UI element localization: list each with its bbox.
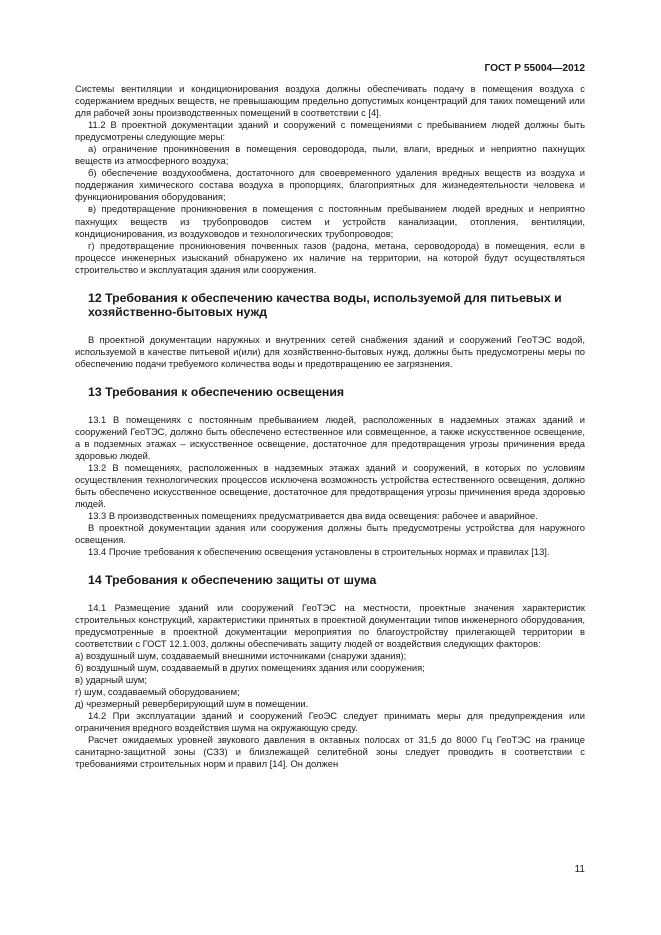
section-13-heading: 13 Требования к обеспечению освещения: [88, 385, 345, 400]
list-item: г) предотвращение проникновения почвенных газов (радона, метана, сероводорода) в помещения, если в процессе инженерных изысканий обнаружено их наличие на территории, на которой будут осуществляться строительство и эксплуатация здания или сооружения.: [75, 239, 585, 275]
list-item: б) воздушный шум, создаваемый в других помещениях здания или сооружения;: [75, 662, 425, 674]
list-item: д) чрезмерный реверберирующий шум в помещении.: [75, 698, 309, 710]
list-item: в) ударный шум;: [75, 674, 147, 686]
list-item: в) предотвращение проникновения в помещения с постоянным пребыванием людей вредных и неприятно пахнущих веществ из трубопроводов систем и устройств канализации, отопления, вентиляции, кондиционирования, из воздуховодов и технологических трубопроводов;: [75, 203, 585, 239]
paragraph: Расчет ожидаемых уровней звукового давления в октавных полосах от 31,5 до 8000 Гц ГеоТЭС на границе санитарно-защитной зоны (СЗЗ) и близлежащей селитебной зоны следует проводить в соответствии с требованиями строительных норм и правил [14]. Он должен: [75, 734, 585, 770]
list-item: б) обеспечение воздухообмена, достаточного для своевременного удаления вредных веществ из воздуха и поддержания химического состава воздуха в пропорциях, благоприятных для жизнедеятельности человека и функционирования оборудования;: [75, 167, 585, 203]
paragraph: 13.2 В помещениях, расположенных в надземных этажах зданий и сооружений, в которых по условиям осуществления технологических процессов исключена возможность устройства естественного освещения, должно быть обеспечено искусственное освещение, достаточное для предотвращения угрозы причинения вреда здоровью людей.: [75, 461, 585, 509]
paragraph: 13.3 В производственных помещениях предусматривается два вида освещения: рабочее и аварийное.: [88, 510, 538, 522]
list-item: г) шум, создаваемый оборудованием;: [75, 686, 240, 698]
list-item: а) ограничение проникновения в помещения сероводорода, пыли, влаги, вредных и неприятно пахнущих веществ из атмосферного воздуха;: [75, 143, 585, 167]
paragraph: 13.4 Прочие требования к обеспечению освещения установлены в строительных нормах и правилах [13].: [88, 546, 550, 558]
paragraph: 11.2 В проектной документации зданий и сооружений с помещениями с пребыванием людей должны быть предусмотрены следующие меры:: [75, 119, 585, 143]
list-item: а) воздушный шум, создаваемый внешними источниками (снаружи здания);: [75, 650, 407, 662]
page-content: [75, 83, 585, 770]
standard-header: ГОСТ Р 55004—2012: [484, 63, 585, 74]
paragraph: 14.2 При эксплуатации зданий и сооружений ГеоЭС следует принимать меры для предупреждения или ограничения вредного воздействия шума на окружающую среду.: [75, 710, 585, 734]
paragraph: 14.1 Размещение зданий или сооружений ГеоТЭС на местности, проектные значения характеристик строительных конструкций, характеристики принятых в проектной документации типов инженерного оборудования, предусмотренные в проектной документации мероприятия по благоустройству прилегающей территории в соответствии с ГОСТ 12.1.003, должны обеспечивать защиту людей от воздействия следующих факторов:: [75, 601, 585, 649]
paragraph: Системы вентиляции и кондиционирования воздуха должны обеспечивать подачу в помещения воздуха с содержанием вредных веществ, не превышающим предельно допустимых концентраций для таких помещений или для рабочей зоны производственных помещений в соответствии с [4].: [75, 83, 585, 119]
section-14-heading: 14 Требования к обеспечению защиты от шума: [88, 573, 377, 588]
page-number: 11: [574, 864, 585, 875]
paragraph: В проектной документации наружных и внутренних сетей снабжения зданий и сооружений ГеоТЭС водой, используемой в качестве питьевой и(или) для хозяйственно-бытовых нужд, должны быть предусмотрены меры по обеспечению подачи требуемого количества воды и предотвращению ее загрязнения.: [75, 333, 585, 370]
paragraph: В проектной документации здания или сооружения должны быть предусмотрены устройства для наружного освещения.: [75, 522, 585, 546]
section-12-heading: 12 Требования к обеспечению качества воды, используемой для питьевых и хозяйственно-бытовых нужд: [88, 290, 562, 320]
paragraph: 13.1 В помещениях с постоянным пребыванием людей, расположенных в надземных этажах зданий и сооружений ГеоТЭС, должно быть обеспечено естественное или совмещенное, а также искусственное освещение, а в подземных этажах – искусственное освещение, достаточное для предотвращения угрозы причинения вреда здоровью людей.: [75, 413, 585, 461]
